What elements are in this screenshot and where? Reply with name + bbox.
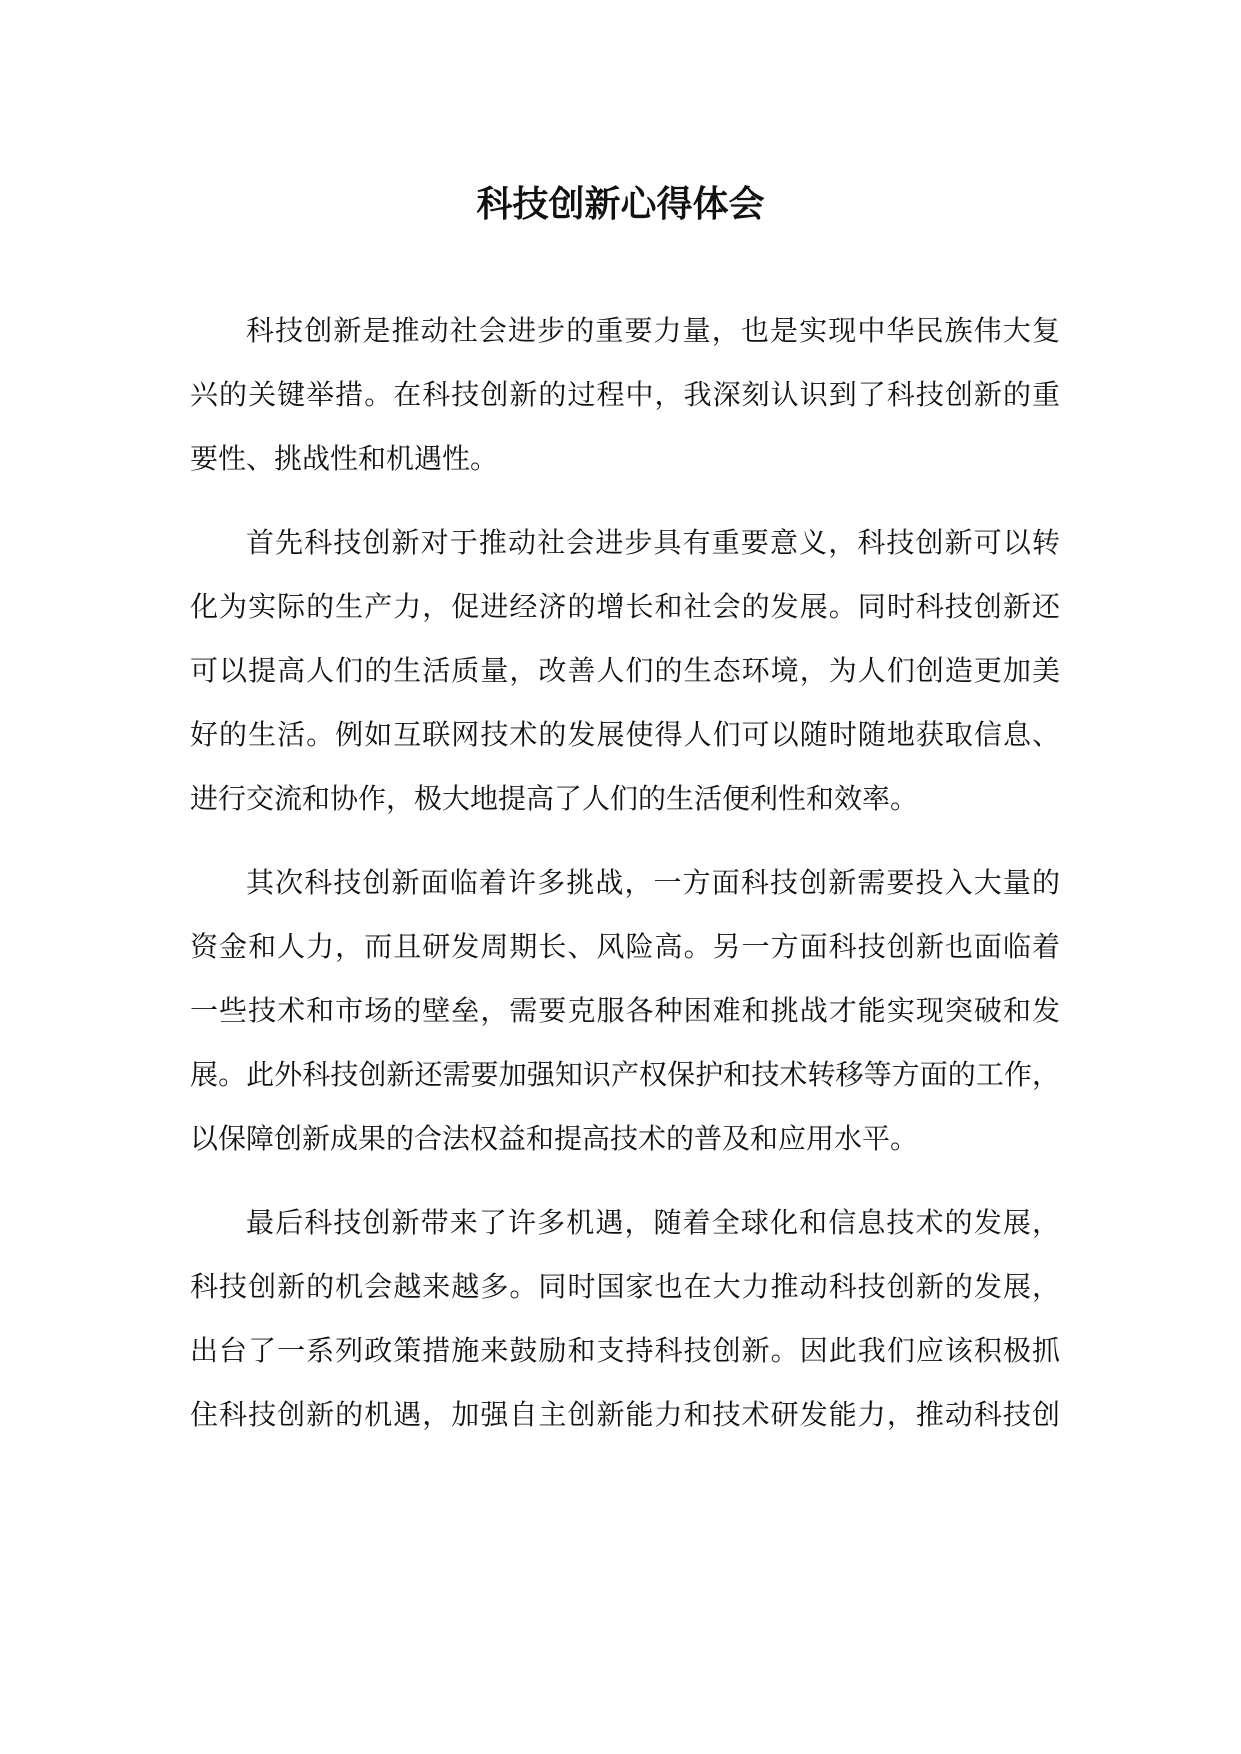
paragraph-line: 科技创新是推动社会进步的重要力量，也是实现中华民族伟大复: [246, 314, 1060, 347]
paragraph-line: 兴的关键举措。在科技创新的过程中，我深刻认识到了科技创新的重: [190, 378, 1060, 411]
paragraph-line: 其次科技创新面临着许多挑战，一方面科技创新需要投入大量的: [246, 866, 1060, 899]
paragraph-line: 出台了一系列政策措施来鼓励和支持科技创新。因此我们应该积极抓: [190, 1334, 1060, 1367]
paragraph-line: 一些技术和市场的壁垒，需要克服各种困难和挑战才能实现突破和发: [190, 994, 1060, 1027]
paragraph-line: 进行交流和协作，极大地提高了人们的生活便利性和效率。: [190, 782, 919, 815]
paragraph-line: 首先科技创新对于推动社会进步具有重要意义，科技创新可以转: [246, 526, 1060, 559]
paragraph-line: 好的生活。例如互联网技术的发展使得人们可以随时随地获取信息、: [190, 718, 1060, 751]
paragraph-line: 最后科技创新带来了许多机遇，随着全球化和信息技术的发展，: [246, 1206, 1060, 1239]
paragraph-line: 展。此外科技创新还需要加强知识产权保护和技术转移等方面的工作，: [190, 1058, 1060, 1091]
paragraph-line: 住科技创新的机遇，加强自主创新能力和技术研发能力，推动科技创: [190, 1398, 1060, 1431]
paragraph-line: 可以提高人们的生活质量，改善人们的生态环境，为人们创造更加美: [190, 654, 1060, 687]
paragraph-line: 资金和人力，而且研发周期长、风险高。另一方面科技创新也面临着: [190, 930, 1060, 963]
document-title: 科技创新心得体会: [476, 183, 765, 225]
paragraph-line: 要性、挑战性和机遇性。: [190, 442, 499, 475]
paragraph-line: 化为实际的生产力，促进经济的增长和社会的发展。同时科技创新还: [190, 590, 1060, 623]
paragraph-line: 科技创新的机会越来越多。同时国家也在大力推动科技创新的发展，: [190, 1270, 1060, 1303]
paragraph-line: 以保障创新成果的合法权益和提高技术的普及和应用水平。: [190, 1122, 919, 1155]
